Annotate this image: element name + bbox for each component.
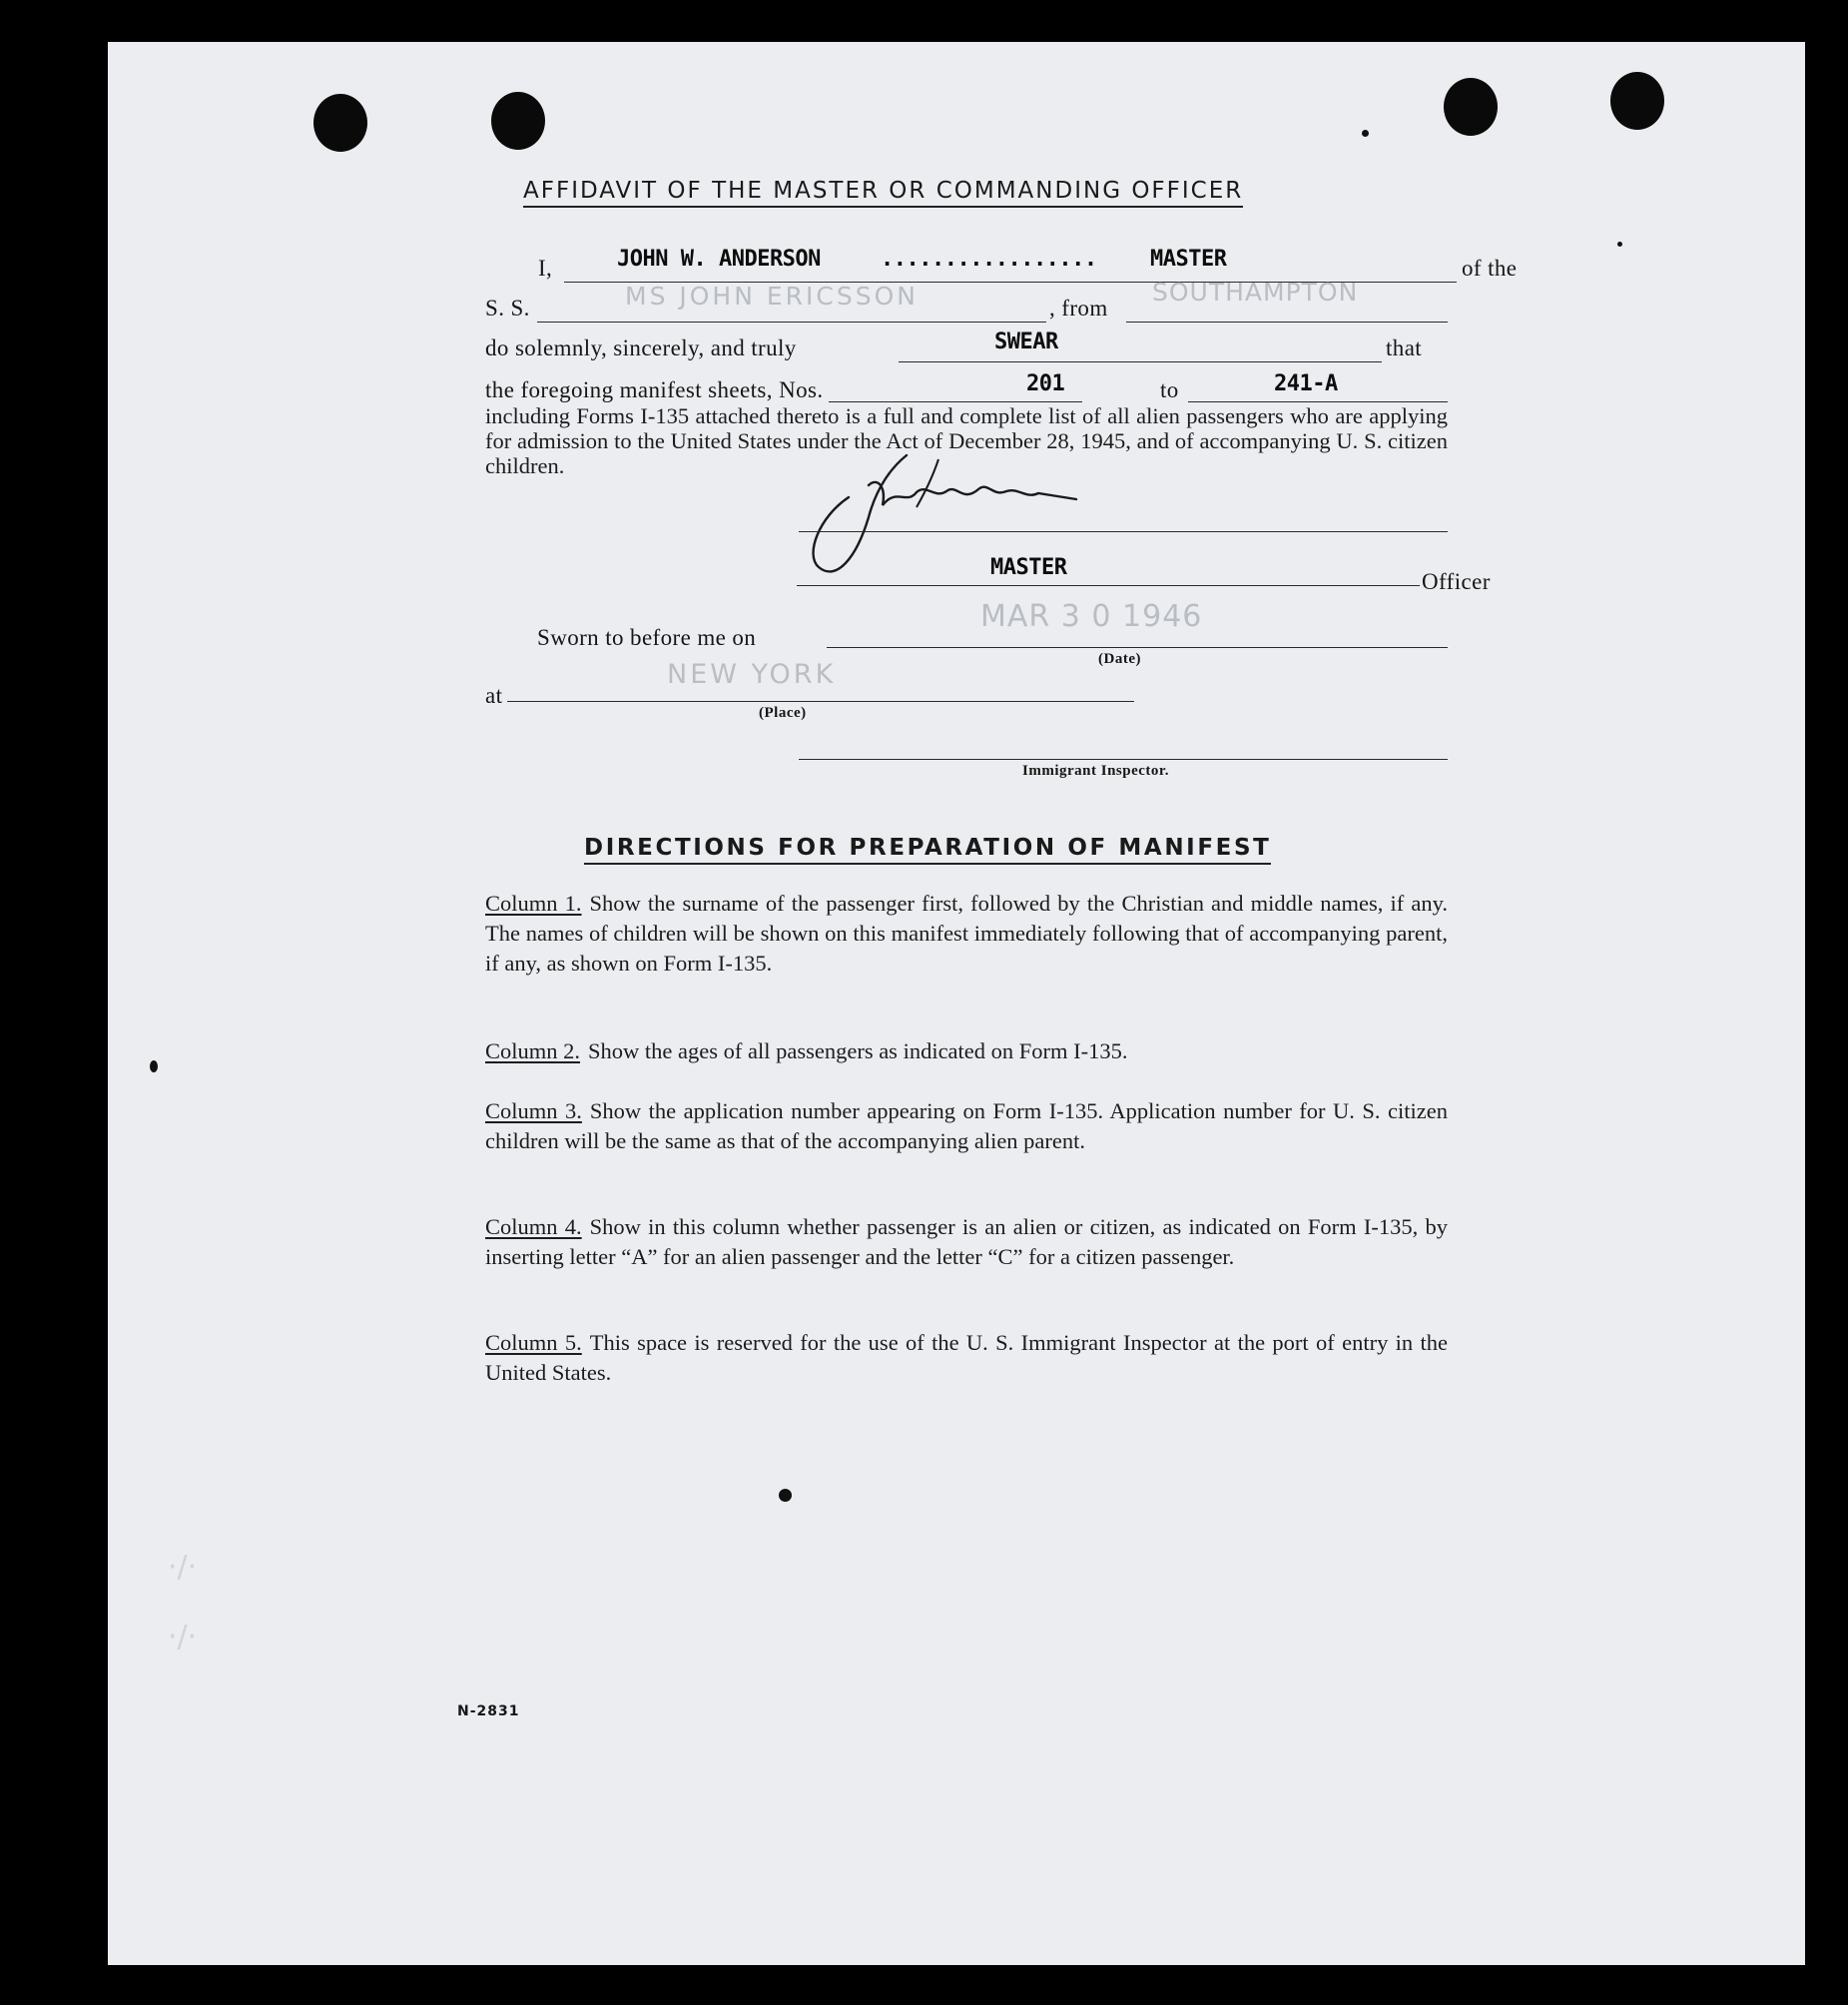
ss-label: S. S.	[485, 296, 530, 321]
officer-line	[797, 585, 1420, 586]
direction-column-5	[485, 1328, 1448, 1388]
at-label: at	[485, 683, 503, 708]
column-text: Show the ages of all passengers as indicated on Form I-135.	[588, 1038, 1128, 1063]
affidavit-title: AFFIDAVIT OF THE MASTER OR COMMANDING OFFICER	[523, 178, 1243, 208]
ship-line	[537, 322, 1046, 323]
date-line	[827, 647, 1448, 648]
direction-column-1	[485, 889, 1448, 979]
sworn-text: Sworn to before me on	[537, 625, 757, 650]
sheet-from-line	[829, 401, 1082, 402]
column-label: Column 1.	[485, 891, 582, 916]
punch-hole	[313, 94, 367, 152]
port-from-stamp: SOUTHAMPTON	[1152, 278, 1359, 307]
direction-column-2	[485, 1036, 1448, 1066]
ink-speck	[779, 1489, 792, 1502]
affidavit-body: including Forms I-135 attached thereto is a full and complete list of all alien passengers who are applying for admission to the United States under the Act of December 28, 1945, and of accompanying U. S. citizen children.	[485, 403, 1448, 478]
date-caption: (Date)	[1098, 651, 1141, 667]
column-text: Show the surname of the passenger first, followed by the Christian and middle names, if any. The names of children will be shown on this manifest immediately following that of accompanying parent, if any, as shown on Form I-135.	[485, 891, 1449, 976]
column-label: Column 4.	[485, 1214, 582, 1239]
column-text: This space is reserved for the use of the U. S. Immigrant Inspector at the port of entry in the United States.	[485, 1330, 1448, 1385]
officer-title-value: MASTER	[990, 555, 1067, 580]
ink-speck	[1362, 130, 1369, 137]
that-label: that	[1386, 335, 1423, 360]
from-label: , from	[1049, 296, 1108, 321]
place-line	[507, 701, 1134, 702]
place-caption: (Place)	[759, 705, 807, 721]
punch-hole	[491, 92, 545, 150]
punch-hole	[1444, 78, 1498, 136]
date-stamp: MAR 3 0 1946	[980, 599, 1203, 634]
sheet-from-value: 201	[1026, 371, 1065, 396]
sheet-to-line	[1188, 401, 1448, 402]
place-stamp: NEW YORK	[667, 659, 837, 690]
ink-speck	[150, 1060, 158, 1072]
oath-value: SWEAR	[994, 330, 1058, 354]
do-solemnly-text: do solemnly, sincerely, and truly	[485, 335, 797, 360]
signature-line	[799, 531, 1448, 532]
rank-value: MASTER	[1150, 247, 1227, 272]
column-text: Show the application number appearing on Form I-135. Application number for U. S. citizen children will be the same as that of the accompanying alien parent.	[485, 1098, 1448, 1153]
master-name: JOHN W. ANDERSON	[617, 247, 821, 272]
to-label: to	[1160, 377, 1179, 402]
column-text: Show in this column whether passenger is an alien or citizen, as indicated on Form I-135, by inserting letter “A” for an alien passenger and the letter “C” for a citizen passenger.	[485, 1214, 1448, 1269]
inspector-caption: Immigrant Inspector.	[1022, 763, 1169, 779]
sheet-to-value: 241-A	[1274, 371, 1338, 396]
column-label: Column 3.	[485, 1098, 582, 1123]
direction-column-3	[485, 1096, 1448, 1156]
column-label: Column 2.	[485, 1038, 581, 1063]
of-the-label: of the	[1462, 256, 1518, 281]
oath-line	[899, 361, 1382, 362]
i-label: I,	[538, 256, 553, 281]
officer-label: Officer	[1422, 569, 1491, 594]
foregoing-text: the foregoing manifest sheets, Nos.	[485, 377, 824, 402]
bleed-through: ·/·	[168, 1620, 198, 1655]
inspector-line	[799, 759, 1448, 760]
directions-title: DIRECTIONS FOR PREPARATION OF MANIFEST	[584, 835, 1271, 865]
ink-speck	[1617, 242, 1622, 247]
punch-hole	[1610, 72, 1664, 130]
leader-dots: .................	[881, 247, 1097, 272]
document-page	[108, 42, 1805, 1965]
port-line	[1126, 322, 1448, 323]
form-number: N-2831	[457, 1703, 520, 1719]
ship-name-stamp: MS JOHN ERICSSON	[625, 282, 919, 311]
column-label: Column 5.	[485, 1330, 582, 1355]
direction-column-4	[485, 1212, 1448, 1272]
bleed-through: ·/·	[168, 1550, 198, 1585]
